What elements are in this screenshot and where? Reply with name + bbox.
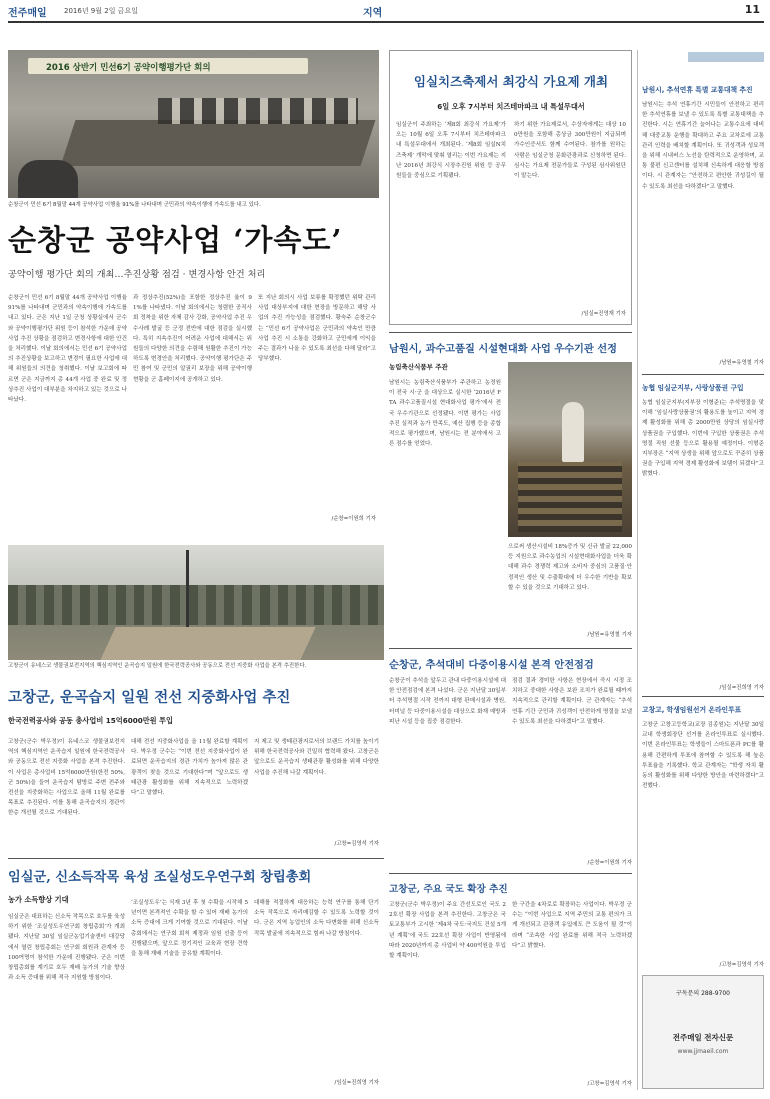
article5-rule	[389, 332, 632, 333]
side2-body: 농협 임실군지부(지부장 이형준)는 추석명절을 맞이해 ‘임실사랑상품권’의 활용도를 높이고 지역 경제 활성화를 위해 총 2000만원 상당의 임실사랑상품권을 구입했다. 이번에 구입한 상품권은 추석 명절 직원 선물 등으로 활용될 예정이다. 이형준 지부장은 “지역 상생을 위해 앞으로도 꾸준히 상품권을 구입해 지역 경제 활성화에 보탬이 되겠다”고 밝혔다.	[642, 400, 764, 478]
side3-header: 고창고, 학생임원선거 온라인투표	[642, 706, 742, 714]
article3-col2: ‘조실성도우’는 식재 3년 후 첫 수확을 시작해 5년이면 본격적인 수확을 할 수 있어 재배 농가의 소득 증대에 크게 기여할 것으로 기대된다. 이날 총회에서는 연구회 회칙 제정과 임원 선출 등이 진행됐으며, 앞으로 정기적인 교육과 현장 견학을 통해 재배 기술을 공유할 계획이다.	[131, 900, 248, 958]
article4-headline: 임실치즈축제서 최강식 가요제 개최	[413, 74, 609, 89]
article3-col1: 임실군은 대표하는 신소득 작목으로 호두를 육성하기 위한 ‘조실성도우연구회 창립총회’가 개최됐다. 지난달 30일 임실군농업기술센터 대강당에서 열린 창립총회는 연구회 회원과 관계자 등 100여명이 참석한 가운데 진행됐다. 군은 이번 창립총회를 계기로 호두 재배 농가의 기술 향상과 소득 증대를 위해 적극 지원할 방침이다.	[8, 914, 125, 982]
side-column-tab	[688, 52, 764, 62]
article6-rule	[389, 648, 632, 649]
article2-byline: /고창=김영석 기자	[334, 841, 379, 847]
article5-photo	[508, 362, 632, 537]
meeting-table	[61, 120, 376, 166]
article3-byline: /임실=진희영 기자	[334, 1080, 379, 1086]
article1-col2: 과 정상추진(52%)을 포함한 정상추진 율이 91%를 나타냈다. 이날 회의에서는 청렴한 공직사회 정착을 위한 자체 감사 강화, 공약사업 추진 우수사례 발굴 등 군정 전반에 대한 점검을 실시했다. 특히 지속추진이 어려운 사업에 대해서는 위원들의 다양한 의견을 수렴해 원활한 추진이 가능하도록 변경안을 처리했다. 공약이행 평가단은 주민 참여 및 군민의 알권리 보장을 위해 공약이행 현황을 군 홈페이지에 공개하고 있다.	[133, 295, 252, 383]
banner	[28, 58, 308, 74]
article6-byline: /순창=이원희 기자	[587, 860, 632, 866]
article2-col2: 대해 전선 지중화사업을 올 11월 완료할 계획이다. 박우정 군수는 “이번 전선 지중화사업이 완료되면 운곡습지의 경관 가치가 높아져 많은 관광객이 찾을 것으로 기대한다”며 “앞으로도 생태관광 활성화를 위해 지속적으로 노력하겠다”고 말했다.	[131, 739, 248, 797]
side-rule-1	[642, 374, 764, 375]
article2-col1: 고창군(군수 박우정)이 유네스코 생물권보전지역의 핵심지역인 운곡습지 일원에 한국전력공사와 공동으로 전선 지중화 사업을 본격 추진한다. 이 사업은 총사업비 15억6000만원(한전 50%, 군 50%)을 들여 운곡습지 탐방로 주변 전주와 전선을 지중화하는 사업으로 올해 11월 완료를 목표로 추진된다. 이를 통해 운곡습지의 경관이 한층 개선될 것으로 기대된다.	[8, 739, 125, 817]
article1-photo-caption: 순창군이 민선 6기 8월말 44개 공약사업 이행율 91%를 나타내며 군민과의 약속이행에 가속도를 내고 있다.	[8, 202, 261, 208]
article5-col1: 남원시는 농림축산식품부가 주관하고 농정원이 전국 시·군 을 대상으로 실시한 ‘2016년 FTA 과수고품질시설 현대화사업 평가’에서 전국 우수기관으로 선정됐다. 이번 평가는 사업 추진 실적과 농가 만족도, 예산 집행 등을 종합적으로 평가했으며, 남원시는 전 분야에서 고른 점수를 얻었다.	[389, 380, 501, 448]
page-number: 11	[744, 3, 760, 16]
section-name: 지역	[363, 8, 383, 19]
article6-col1: 순창군이 추석을 앞두고 관내 다중이용시설에 대한 안전점검에 본격 나섰다. 군은 지난달 30일부터 추석명절 시작 전까지 대형 판매시설과 병원, 터미널 등 다중이용시설을 대상으로 화재 예방과 피난 시설 등을 집중 점검한다.	[389, 678, 506, 725]
side-rule-2	[642, 696, 764, 697]
article4-col2: 하기 위한 가요제로서, 수상자에게는 대상 100만원을 포함해 총상금 300만원이 지급되며 가수인증서도 함께 수여된다. 참가를 원하는 사람은 임실군청 문화관광과로 신청하면 된다. 심사는 가요제 전문가들로 구성된 심사위원단이 맡는다.	[514, 122, 626, 180]
article2-subhead: 한국전력공사와 공동 총사업비 15억6000만원 투입	[8, 716, 173, 725]
article7-col1: 고창군(군수 박우정)이 주요 간선도로인 국도 22호선 확장 사업을 본격 추진한다. 고창군은 국토교통부가 고시한 ‘제4차 국도·국지도 건설 5개년 계획’에 국도 22호선 확장 사업이 반영됨에 따라 2020년까지 총 사업비 약 400억원을 투입할 계획이다.	[389, 902, 506, 960]
article6-headline: 순창군, 추석대비 다중이용시설 본격 안전점검	[389, 659, 594, 671]
side3-body: 고창군 고창고등학교(교장 김종원)는 지난달 30일 교내 학생회장단 선거를 온라인투표로 실시했다. 이번 온라인투표는 학생들이 스마트폰과 PC를 활용해 간편하게 투표에 참여할 수 있도록 해 높은 투표율을 기록했다. 학교 관계자는 “학생 자치 활동의 활성화를 위해 다양한 방안을 마련하겠다”고 전했다.	[642, 722, 764, 790]
masthead	[8, 2, 764, 20]
issue-date: 2016년 9월 2일 금요일	[64, 7, 138, 15]
ad-subscription: 구독문의 288-9700	[676, 990, 730, 997]
side1-byline: /남원=유영철 기자	[719, 360, 764, 366]
side2-header: 농협 임실군지부, 사랑상품권 구입	[642, 384, 744, 392]
article4-col1: 임실군이 주최하는 ‘제8회 최강식 가요제’가 오는 10월 6일 오후 7시부터 치즈테마파크 내 특설무대에서 개최된다. ‘제8회 임실N치즈축제’ 개막에 맞춰 열리는 이번 가요제는 지난 2016년 최강식 시장추진원 위원 등 공무원들을 중심으로 기획됐다.	[396, 122, 506, 180]
attendees	[158, 98, 358, 124]
article1-col3: 또 지난 회의시 사업 보류를 확정했던 위탁 관리 사업 대상부지에 대한 현장을 방문하고 해당 사업의 추진 가능성을 점검했다. 황숙주 순창군수는 “민선 6기 공약사업은 군민과의 약속인 만큼 사업 추진 시 소통을 강화하고 군민에게 이익을 주는 결과가 나올 수 있도록 최선을 다해 달라”고 당부했다.	[258, 295, 376, 363]
side1-body: 남원시는 추석 연휴기간 시민들이 안전하고 편리한 추석연휴를 보낼 수 있도록 특별 교통대책을 추진한다. 시는 연휴기간 늘어나는 교통수요에 대비해 대중교통 운행을 확대하고 주요 교차로에 교통 관리 인력을 배치할 계획이다. 또 귀성객과 성묘객을 위해 시내버스 노선을 탄력적으로 운영하며, 교통 불편 신고센터를 설치해 신속하게 대응할 방침이다. 시 관계자는 “안전하고 편안한 귀성길이 될 수 있도록 최선을 다하겠다”고 말했다.	[642, 102, 764, 190]
side2-byline: /임실=진희영 기자	[719, 685, 764, 691]
fruit-boxes	[518, 462, 622, 532]
article5-headline: 남원시, 과수고품질 시설현대화 사업 우수기관 선정	[389, 343, 617, 355]
side3-byline: /고창=김영석 기자	[719, 962, 764, 968]
tree-line	[8, 585, 384, 625]
article5-byline: /남원=유영철 기자	[587, 632, 632, 638]
foreground-person	[18, 160, 78, 198]
article7-headline: 고창군, 주요 국도 확장 추진	[389, 884, 508, 895]
article1-photo	[8, 50, 379, 198]
article3-col3: 대해를 적절하게 대응하는 능력 연구를 통해 단기 소득 작목으로 자리매김할 수 있도록 노력할 것이다. 군은 지역 농업인의 소득 다변화를 위해 신소득 작목 발굴에 지속적으로 힘써 나갈 방침이다.	[254, 900, 379, 937]
article3-subhead: 농가 소득향상 기대	[8, 895, 69, 904]
dirt-road	[100, 627, 315, 660]
subscription-ad	[642, 975, 764, 1089]
article2-headline: 고창군, 운곡습지 일원 전선 지중화사업 추진	[8, 689, 291, 706]
article1-subhead: 공약이행 평가단 회의 개최…추진상황 점검 · 변경사항 안건 처리	[8, 269, 266, 280]
ad-url: www.jjmaeil.com	[677, 1048, 729, 1055]
article1-byline: /순창=이원희 기자	[331, 516, 376, 522]
masthead-rule	[8, 21, 764, 23]
article7-col2: 한 구간을 4차로로 확장하는 사업이다. 박우정 군수는 “이번 사업으로 지역 주민의 교통 편의가 크게 개선되고 관광객 유입에도 큰 도움이 될 것”이라며 “조속한 사업 완료를 위해 적극 노력하겠다”고 밝혔다.	[512, 902, 632, 949]
side1-header: 남원시, 추석연휴 특별 교통대책 추진	[642, 86, 753, 94]
article2-photo	[8, 545, 384, 660]
side-divider	[637, 50, 638, 1090]
article3-headline: 임실군, 신소득작목 육성 조실성도우연구회 창립총회	[8, 870, 312, 885]
article4-subhead: 6일 오후 7시부터 치즈테마파크 내 특설무대서	[437, 102, 585, 111]
article6-col2: 점검 결과 경미한 사항은 현장에서 즉시 시정 조치하고 중대한 사항은 보완 조치가 완료될 때까지 지속적으로 관리할 계획이다. 군 관계자는 “추석 연휴 기간 군민과 귀성객이 안전하게 명절을 보낼 수 있도록 최선을 다하겠다”고 말했다.	[512, 678, 632, 725]
article1-col1: 순창군이 민선 6기 8월말 44개 공약사업 이행율 91%를 나타내며 군민과의 약속이행에 가속도를 내고 있다. 군은 지난 1일 군청 상황실에서 군수와 공약이행평가단 위원 등이 참석한 가운데 공약사업 추진 상황을 점검하고 변경사항에 대한 안건을 처리했다. 이날 회의에서는 민선 6기 공약사업의 추진상황을 보고하고 변경이 필요한 사업에 대해 위원들의 의견을 청취했다. 이날 보고회에 따르면 군은 지금까지 총 44개 사업 중 완료 및 정상추진 사업이 대부분을 차지하고 있는 것으로 나타났다.	[8, 295, 127, 404]
banner-text: 2016 상반기 민선6기 공약이행평가단 회의	[46, 63, 211, 73]
ad-brand: 전주매일 전자신문	[672, 1033, 734, 1042]
article7-byline: /고창=김영석 기자	[587, 1081, 632, 1087]
article4-byline: /임실=진영재 기자	[581, 311, 626, 317]
article2-col3: 지 제고 및 생태관광지로서의 브랜드 가치를 높이기 위해 한국전력공사와 긴밀히 협력해 왔다. 고창군은 앞으로도 운곡습지 생태관광 활성화를 위해 다양한 사업을 추진해 나갈 계획이다.	[254, 739, 379, 776]
article1-headline: 순창군 공약사업 ‘가속도’	[8, 223, 343, 257]
article5-sublabel: 농림축산식품부 주관	[389, 363, 448, 371]
article3-rule	[8, 858, 384, 859]
article5-col2: 으로써 생산시설비 18%증가 및 신규 발굴 22,000 등 지원으로 과수농업의 시설현대화사업을 더욱 확대해 과수 경쟁력 제고와 소비자 중심의 고품질·안정적인 생산 및 수출확대에 더 우수한 기반을 확보할 수 있을 것으로 기대하고 있다.	[508, 544, 632, 591]
article7-rule	[389, 873, 632, 874]
paper-name: 전주매일	[8, 8, 47, 19]
worker	[562, 402, 584, 462]
article2-photo-caption: 고창군이 유네스코 생물권보전지역의 핵심지역인 운곡습지 일원에 한국전력공사와 공동으로 전선 지중화 사업을 본격 추진한다.	[8, 663, 307, 669]
